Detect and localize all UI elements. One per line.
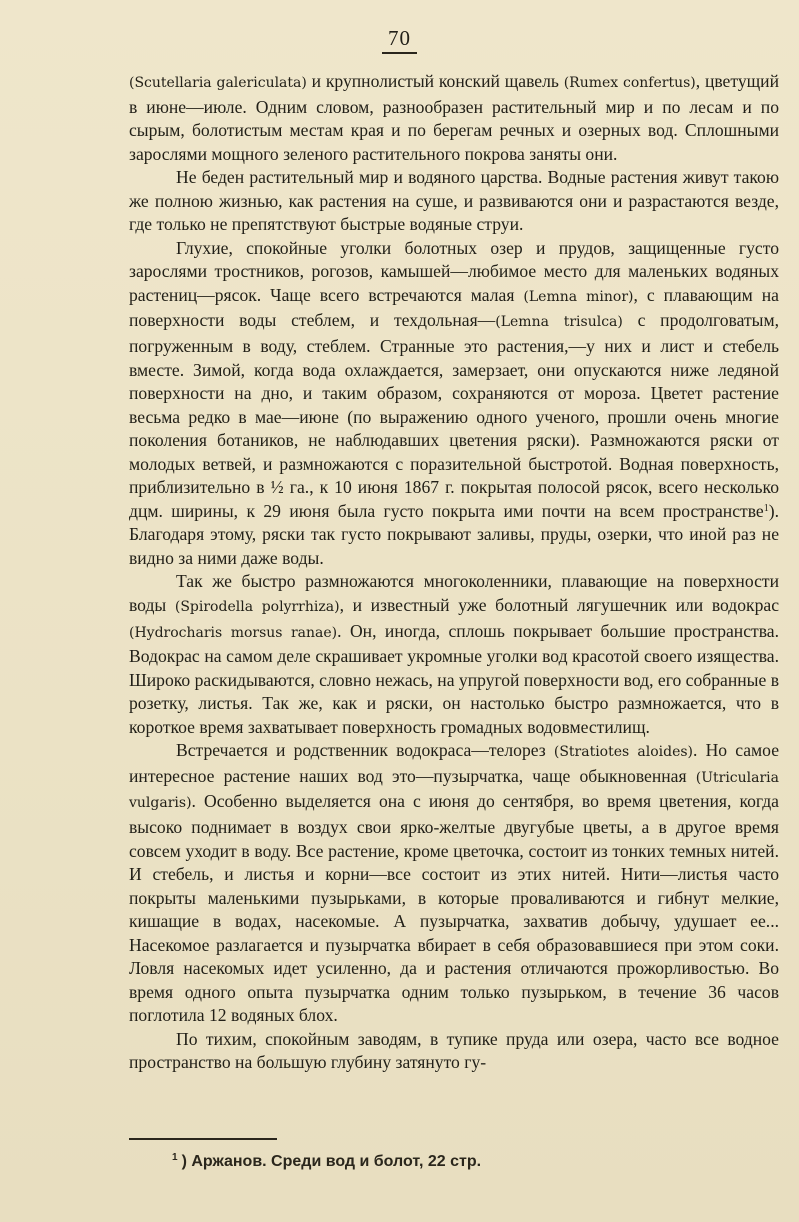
text-segment: По тихим, спокойным заводям, в тупике пруда или озера, часто все водное пространство на большую глубину затянуто гу- <box>129 1028 779 1073</box>
footnote <box>172 1151 481 1173</box>
text-segment: Встречается и родственник водокраса—телорез <box>176 740 554 761</box>
text-segment: и крупнолистый конский щавель <box>306 71 564 91</box>
footnote-reference: 1 <box>763 502 769 514</box>
paragraph <box>129 166 779 237</box>
latin-name: (Lemna trisulca) <box>495 314 623 331</box>
text-segment: , с плавающим на поверхности воды стеблем, и техдольная— <box>129 284 779 331</box>
latin-name: (Stratiotes aloides) <box>553 744 694 761</box>
footnote-marker: 1 <box>172 1152 178 1163</box>
latin-name: (Spirodella polyrrhiza) <box>174 599 340 616</box>
text-segment: Глухие, спокойные уголки болотных озер и прудов, защищенные густо зарослями тростников, рогозов, камышей—любимое место для маленьких водяных растениц—рясок. Чаще всего встречаются малая <box>129 237 779 305</box>
body-text <box>129 70 779 1075</box>
footnote-text: ) Аржанов. Среди вод и болот, 22 стр. <box>181 1153 482 1170</box>
text-segment: с продолговатым, погруженным в воду, стеблем. Странные это растения,—у них и лист и стебель вместе. Зимой, когда вода охлаждается, замерзает, они опускаются ниже ледяной поверхности на дно, и таким образом, сохраняются от мороза. Цветет растение весьма редко в мае—июне (по выражению одного ученого, прошли очень многие поколения ботаников, не наблюдавших цветения ряски). Размножаются ряски от молодых ветвей, и размножаются с поразительной быстротой. Водная поверхность, приблизительно в ½ га., к 10 июня 1867 г. покрытая полосой рясок, всего несколько дцм. ширины, к 29 июня была густо покрыта ими почти на всем пространстве <box>129 310 779 521</box>
text-segment: , и известный уже болотный лягушечник или водокрас <box>339 595 780 616</box>
text-segment: . Но самое интересное растение наших вод это—пузырчатка, чаще обыкновенная <box>129 740 779 786</box>
latin-name: (Hydrocharis morsus ranae) <box>129 624 338 641</box>
text-segment: . Особенно выделяется она с июня до сентября, во время цветения, когда высоко поднимает в воздух свои ярко-желтые двугубые цветы, а в другое время совсем уходит в воду. Все растение, кроме цветочка, состоит из тонких темных нитей. И стебель, и листья и корни—все состоит из этих нитей. Нити—листья часто покрыты маленькими пузырьками, в которые проваливаются и гибнут мелкие, кишащие в водах, насекомые. А пузырчатка, захватив добычу, удушает ее... Насекомое разлагается и пузырчатка вбирает в себя образовавшиеся при этом соки. Ловля насекомых идет усиленно, да и растения отличаются прожорливостью. Во время одного опыта пузырчатка одним только пузырьком, в течение 36 часов поглотила 12 водяных блох. <box>129 791 779 1026</box>
text-segment: , цветущий в июне—июле. Одним словом, разнообразен растительный мир и по лесам и по сырым, болотистым местам края и по берегам речных и озерных вод. Сплошными зарослями мощного зеленого растительного покрова заняты они. <box>129 71 779 164</box>
paragraph <box>129 739 779 1028</box>
latin-name: (Scutellaria galericulata) <box>129 75 307 91</box>
paragraph <box>129 70 779 166</box>
page-number-text: 70 <box>382 26 417 54</box>
latin-name: (Utricularia vulgaris) <box>129 769 779 812</box>
paragraph <box>129 1028 779 1075</box>
text-segment: Не беден растительный мир и водяного царства. Водные растения живут такою же полною жизнью, как растения на суше, и развиваются они и разрастаются везде, где только не препятствуют быстрые водяные струи. <box>129 167 779 235</box>
footnote-divider <box>129 1138 277 1140</box>
text-segment: . Он, иногда, сплошь покрывает большие пространства. Водокрас на самом деле скрашивает укромные уголки вод красотой своего изящества. Широко раскидываются, словно нежась, на упругой поверхности вод, его собранные в розетку, листья. Так же, как и ряски, он настолько быстро размножается, что в короткое время захватывает поверхность громадных водовместилищ. <box>129 620 779 737</box>
page-number <box>0 26 799 54</box>
paragraph <box>129 237 779 571</box>
text-segment: Так же быстро размножаются многоколенники, плавающие на поверхности воды <box>129 571 779 616</box>
text-segment: ). Благодаря этому, ряски так густо покрывают заливы, пруды, озерки, что иной раз не видно за ними даже воды. <box>129 500 779 568</box>
latin-name: (Lemna minor) <box>523 288 634 305</box>
latin-name: (Rumex confertus) <box>563 75 696 91</box>
paragraph <box>129 570 779 739</box>
